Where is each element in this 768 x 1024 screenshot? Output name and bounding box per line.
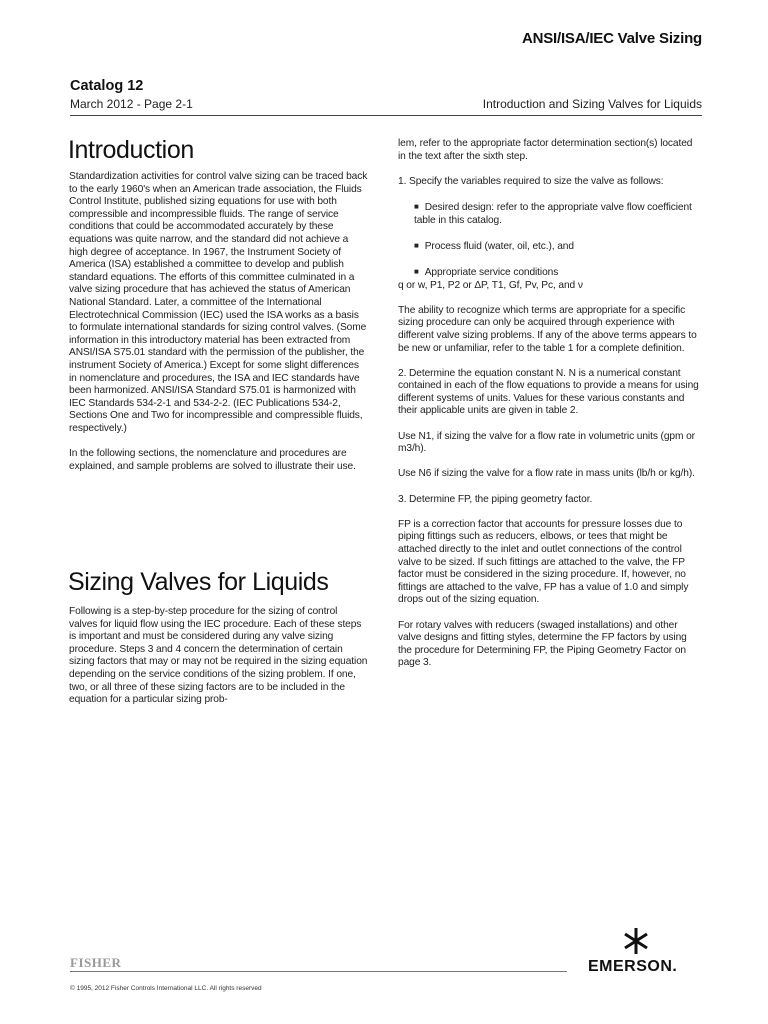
- step-1: 1. Specify the variables required to size the valve as follows:: [398, 175, 664, 187]
- liquids-column: [69, 606, 368, 719]
- bullet-service-conditions: ■ Appropriate service conditions: [398, 266, 700, 280]
- right-column: [398, 138, 700, 683]
- use-n6: Use N6 if sizing the valve for a flow rate in mass units (lb/h or kg/h).: [398, 468, 695, 480]
- copyright: © 1995, 2012 Fisher Controls International LLC. All rights reserved: [70, 985, 262, 992]
- emerson-logo: EMERSON.: [588, 958, 678, 975]
- intro-paragraph-2: In the following sections, the nomenclature and procedures are explained, and sample problems are solved to illustrate their use.: [69, 448, 356, 472]
- section-title: Introduction and Sizing Valves for Liquids: [482, 97, 702, 111]
- liquids-heading: Sizing Valves for Liquids: [68, 568, 329, 596]
- fisher-logo: FISHER: [70, 955, 122, 970]
- header-rule: [70, 115, 702, 116]
- document-title: ANSI/ISA/IEC Valve Sizing: [521, 30, 702, 47]
- ability-paragraph: The ability to recognize which terms are appropriate for a specific sizing procedure can only be acquired through experience with different valve sizing problems. If any of the above terms appears to be new or unfamiliar, refer to the table 1 for a complete definition.: [398, 304, 697, 354]
- use-n1: Use N1, if sizing the valve for a flow rate in volumetric units (gpm or m3/h).: [398, 430, 695, 455]
- variables-line: q or w, P1, P2 or ΔP, T1, Gf, Pv, Pc, and ν: [398, 279, 583, 291]
- continued-text: lem, refer to the appropriate factor determination section(s) located in the text after the sixth step.: [398, 138, 693, 162]
- intro-paragraph: Standardization activities for control valve sizing can be traced back to the early 1960's when an American trade association, the Fluids Control Institute, published sizing equations for use with both compressible and incompressible fluids. The range of service conditions that could be accommodated accurately by these equations was quite narrow, and the standard did not achieve a high degree of acceptance. In 1967, the Instrument Society of America (ISA) established a committee to develop and publish standard equations. The efforts of this committee culminated in a valve sizing procedure that has achieved the status of American National Standard. Later, a committee of the International Electrotechnical Commission (IEC) used the ISA works as a basis to formulate international standards for sizing control valves. (Some information in this introductory material has been extracted from ANSI/ISA S75.01 standard with the permission of the publisher, the instrument Society of America.) Except for some slight differences in nomenclature and procedures, the ISA and IEC standards have been harmonized. ANSI/ISA Standard S75.01 is harmonized with IEC Standards 534-2-1 and 534-2-2. (IEC Publications 534-2, Sections One and Two for incompressible and compressible fluids, respectively.): [69, 171, 368, 434]
- fp-paragraph: FP is a correction factor that accounts for pressure losses due to piping fittings such as reducers, elbows, or tees that might be attached directly to the inlet and outlet connections of the control valve to be sized. If such fittings are attached to the valve, the FP factor must be considered in the sizing procedure. If, however, no fittings are attached to the valve, FP has a value of 1.0 and simply drops out of the sizing equation.: [398, 518, 689, 606]
- left-column: [69, 171, 368, 486]
- bullet-desired-design: ■ Desired design: refer to the appropriate valve flow coefficient table in this catalog.: [398, 201, 700, 227]
- catalog-label: Catalog 12: [70, 78, 144, 94]
- bullet-process-fluid: ■ Process fluid (water, oil, etc.), and: [398, 240, 700, 254]
- step-3: 3. Determine FP, the piping geometry factor.: [398, 493, 593, 505]
- step-2: 2. Determine the equation constant N. N is a numerical constant contained in each of the flow equations to provide a means for using different systems of units. Values for these various constants and their applicable units are given in table 2.: [398, 367, 699, 417]
- intro-heading: Introduction: [68, 136, 194, 164]
- liquids-paragraph: Following is a step-by-step procedure for the sizing of control valves for liquid flow using the IEC procedure. Each of these steps is important and must be considered during any valve sizing procedure. Steps 3 and 4 concern the determination of certain sizing factors that may or may not be required in the sizing equation depending on the service conditions of the sizing problem. If one, two, or all three of these sizing factors are to be included in the equation for a particular sizing prob-: [69, 606, 368, 706]
- footer-rule: [70, 971, 567, 972]
- date-page: March 2012 - Page 2-1: [70, 97, 193, 111]
- rotary-paragraph: For rotary valves with reducers (swaged installations) and other valve designs and fitting styles, determine the FP factors by using the procedure for Determining FP, the Piping Geometry Factor on page 3.: [398, 619, 687, 669]
- emerson-mark-icon: [622, 926, 650, 961]
